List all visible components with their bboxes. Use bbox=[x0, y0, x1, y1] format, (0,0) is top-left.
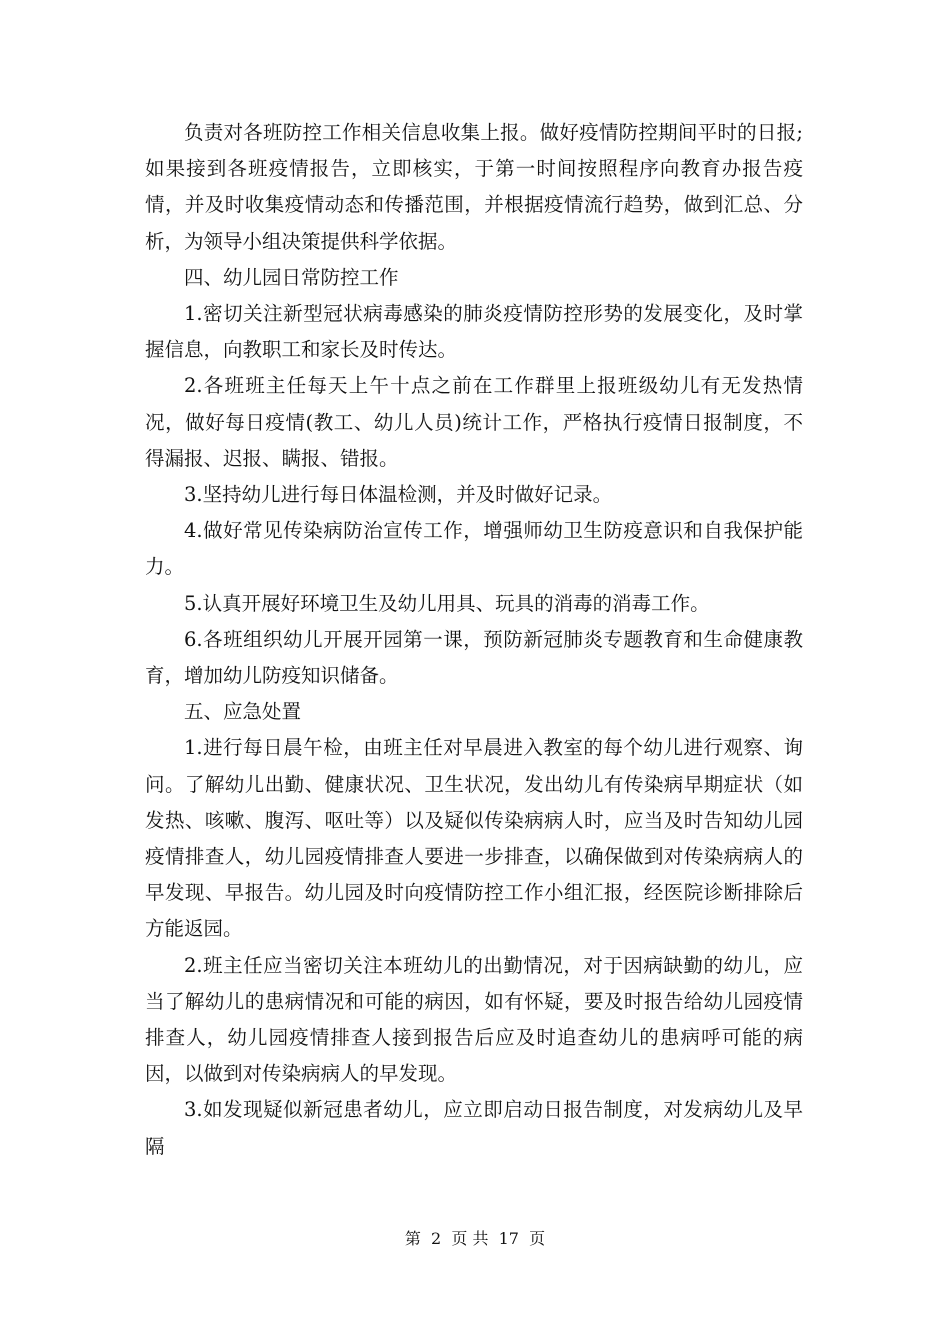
paragraph-report-duty: 负责对各班防控工作相关信息收集上报。做好疫情防控期间平时的日报;如果接到各班疫情报告，立即核实，于第一时间按照程序向教育办报告疫情，并及时收集疫情动态和传播范围，并根据疫情流行趋势，做到汇总、分析，为领导小组决策提供科学依据。 bbox=[145, 121, 803, 253]
list-item: 1.进行每日晨午检，由班主任对早晨进入教室的每个幼儿进行观察、询问。了解幼儿出勤、健康状况、卫生状况，发出幼儿有传染病早期症状（如发热、咳嗽、腹泻、呕吐等）以及疑似传染病病人时，应当及时告知幼儿园疫情排查人，幼儿园疫情排查人要进一步排查，以确保做到对传染病病人的早发现、早报告。幼儿园及时向疫情防控工作小组汇报，经医院诊断排除后方能返园。 bbox=[145, 736, 803, 941]
list-item: 4.做好常见传染病防治宣传工作，增强师幼卫生防疫意识和自我保护能力。 bbox=[145, 519, 803, 579]
list-item: 1.密切关注新型冠状病毒感染的肺炎疫情防控形势的发展变化，及时掌握信息，向教职工和家长及时传达。 bbox=[145, 302, 803, 362]
page-number-footer: 第 2 页 共 17 页 bbox=[404, 1229, 546, 1248]
list-item: 2.班主任应当密切关注本班幼儿的出勤情况，对于因病缺勤的幼儿，应当了解幼儿的患病情况和可能的病因，如有怀疑，要及时报告给幼儿园疫情排查人，幼儿园疫情排查人接到报告后应及时追查幼儿的患病呼可能的病因，以做到对传染病病人的早发现。 bbox=[145, 953, 803, 1086]
list-item: 2.各班班主任每天上午十点之前在工作群里上报班级幼儿有无发热情况，做好每日疫情(教工、幼儿人员)统计工作，严格执行疫情日报制度，不得漏报、迟报、瞒报、错报。 bbox=[145, 374, 803, 470]
list-item: 3.如发现疑似新冠患者幼儿，应立即启动日报告制度，对发病幼儿及早隔 bbox=[145, 1098, 803, 1158]
list-item: 6.各班组织幼儿开展开园第一课，预防新冠肺炎专题教育和生命健康教育，增加幼儿防疫知识储备。 bbox=[145, 627, 803, 688]
list-item: 5.认真开展好环境卫生及幼儿用具、玩具的消毒的消毒工作。 bbox=[184, 591, 710, 615]
body-text bbox=[145, 115, 803, 1165]
section-heading-emergency: 五、应急处置 bbox=[184, 700, 302, 724]
list-item: 3.坚持幼儿进行每日体温检测，并及时做好记录。 bbox=[184, 483, 613, 507]
section-heading-daily-prevention: 四、幼儿园日常防控工作 bbox=[184, 265, 399, 289]
